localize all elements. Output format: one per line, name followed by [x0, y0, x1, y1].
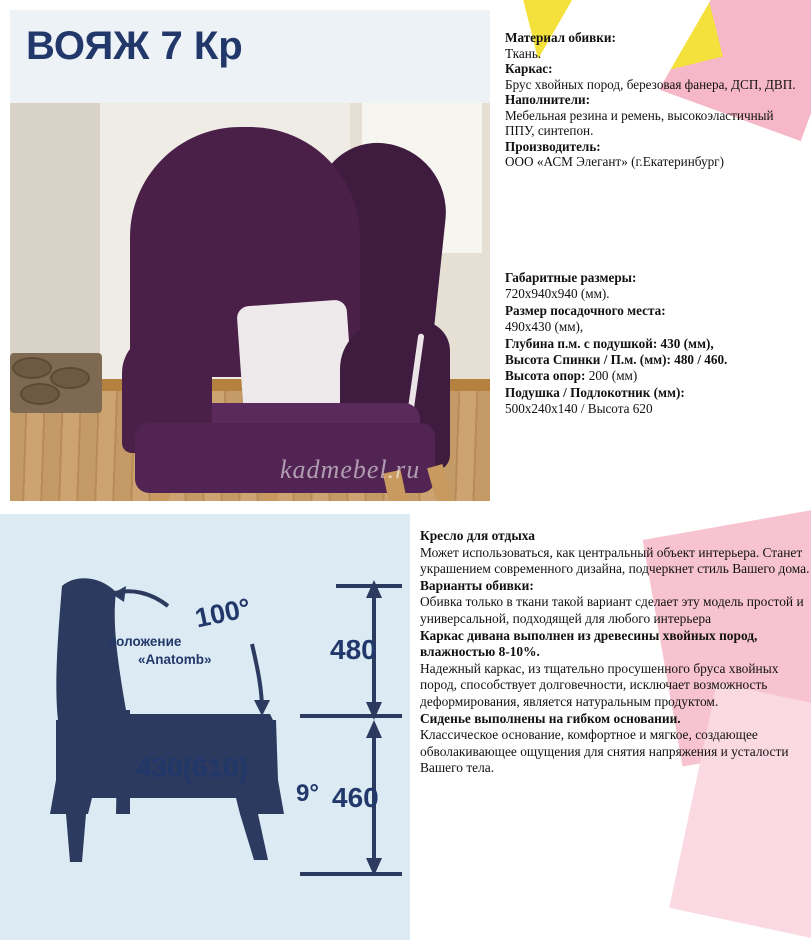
specifications-list [505, 30, 805, 170]
watermark: kadmebel.ru [280, 455, 421, 484]
spec-value: Ткань. [505, 45, 542, 61]
dimension-item [505, 385, 810, 418]
spec-value: ООО «АСМ Элегант» (г.Екатеринбург) [505, 154, 724, 169]
description-paragraph [420, 528, 810, 578]
spec-value: Брус хвойных пород, березовая фанера, ДСП, ДВП. [505, 76, 796, 92]
position-arrow-head [254, 700, 270, 716]
dimension-item [505, 336, 810, 352]
diagram-position-label-line1: положение [108, 634, 182, 649]
description-paragraph [420, 711, 810, 777]
height-480-arrow-top [366, 580, 382, 598]
description-paragraph [420, 628, 810, 711]
diagram-back-height: 480 [330, 634, 377, 665]
dimension-item [505, 303, 810, 336]
log-piece [12, 357, 52, 379]
dimension-label: Высота Спинки / П.м. (мм): 480 / 460. [505, 352, 728, 368]
spec-item [505, 92, 805, 139]
diagram-position-label-line2: «Anatomb» [138, 652, 212, 667]
spec-label: Наполнители: [505, 92, 591, 107]
dimension-item [505, 352, 810, 368]
description-body: Может использоваться, как центральный объект интерьера. Станет украшением современного дизайна, подчеркнет стиль Вашего дома. [420, 544, 810, 577]
description-body: Классическое основание, комфортное и мягкое, создающее обволакивающее ощущения для снятия напряжения и усталости Вашего тела. [420, 727, 789, 776]
spec-label: Каркас: [505, 61, 553, 76]
diagram-tilt-angle: 9° [296, 780, 319, 807]
chair-pillow [236, 299, 353, 416]
dimension-label: Глубина п.м. с подушкой: 430 (мм), [505, 335, 714, 351]
chair-silhouette-base [50, 780, 284, 814]
photo-firewood [10, 353, 102, 413]
diagram-svg [0, 514, 410, 940]
description-body: Надежный каркас, из тщательно просушенного бруса хвойных пород, способствует долговечности, исключает возможность деформирования, является натуральным продуктом. [420, 660, 779, 709]
chair-silhouette-back [56, 578, 126, 720]
dimension-item [505, 270, 810, 303]
diagram-angle-label: 100° [192, 592, 254, 634]
log-piece [20, 383, 60, 405]
description-heading: Варианты обивки: [420, 577, 534, 593]
chair-silhouette-leg-front [66, 814, 86, 862]
dimensions-list [505, 270, 810, 418]
chair-silhouette-leg-back [240, 814, 268, 860]
spec-item [505, 30, 805, 61]
description-heading: Каркас дивана выполнен из древесины хвойных пород, влажностью 8-10%. [420, 627, 758, 660]
spec-label: Материал обивки: [505, 30, 616, 45]
diagram-seat-height: 460 [332, 782, 379, 813]
log-piece [50, 367, 90, 389]
dimension-value: 500х240х140 / Высота 620 [505, 401, 653, 417]
dimension-diagram [0, 514, 410, 940]
spec-value: Мебельная резина и ремень, высокоэластичный ППУ, синтепон. [505, 107, 774, 138]
description-heading: Кресло для отдыха [420, 528, 536, 543]
dimension-label: Высота опор: [505, 368, 586, 384]
spec-item [505, 139, 805, 170]
description-heading: Сиденье выполнены на гибком основании. [420, 710, 681, 726]
product-photo [10, 103, 490, 501]
description-body: Обивка только в ткани такой вариант сделает эту модель простой и универсальной, подходящей для любого интерьера [420, 594, 804, 626]
height-460-arrow-top [366, 720, 382, 738]
spec-label: Производитель: [505, 138, 601, 154]
dimension-label: Габаритные размеры: [505, 270, 637, 285]
description-paragraph [420, 578, 810, 628]
dimension-value: 720х940х940 (мм). [505, 286, 610, 302]
dimension-label: Подушка / Подлокотник (мм): [505, 384, 685, 400]
dimension-item [505, 368, 810, 384]
diagram-seat-depth: 430(610) [136, 752, 249, 783]
page-title: ВОЯЖ 7 Кр [26, 24, 243, 68]
dimension-value: 200 (мм) [585, 368, 638, 384]
dimension-label: Размер посадочного места: [505, 302, 666, 318]
description-text [420, 528, 810, 777]
dimension-value: 490х430 (мм), [505, 319, 584, 335]
spec-item [505, 61, 805, 92]
